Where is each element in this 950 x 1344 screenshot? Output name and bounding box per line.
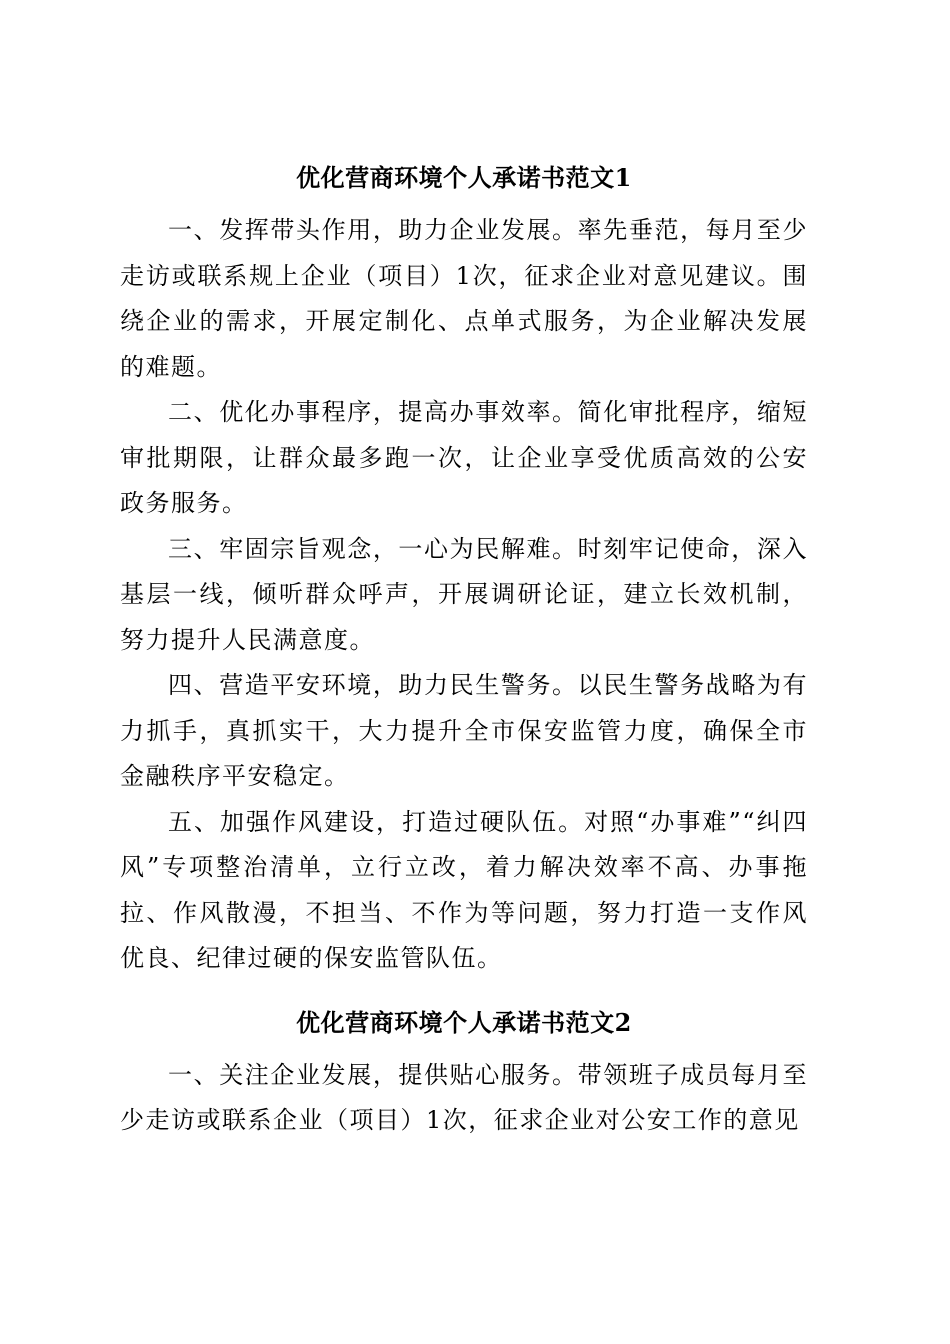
- section-1-paragraph-2: 二、优化办事程序，提高办事效率。简化审批程序，缩短审批期限，让群众最多跑一次，让企业享受优质高效的公安政务服务。: [120, 398, 808, 517]
- document-page: [120, 155, 808, 1144]
- section-1-paragraph-1: 一、发挥带头作用，助力企业发展。率先垂范，每月至少走访或联系规上企业（项目）1次，征求企业对意见建议。围绕企业的需求，开展定制化、点单式服务，为企业解决发展的难题。: [120, 216, 808, 381]
- section-divider-space: [120, 982, 808, 1000]
- section-1-paragraph-5: 五、加强作风建设，打造过硬队伍。对照“办事难”“纠四风”专项整治清单，立行立改，着力解决效率不高、办事拖拉、作风散漫，不担当、不作为等问题，努力打造一支作风优良、纪律过硬的保安监管队伍。: [120, 807, 808, 972]
- section-1-title: 优化营商环境个人承诺书范文1: [296, 163, 632, 192]
- section-2-title: 优化营商环境个人承诺书范文2: [296, 1007, 632, 1037]
- section-1-paragraph-4: 四、营造平安环境，助力民生警务。以民生警务战略为有力抓手，真抓实干，大力提升全市保安监管力度，确保全市金融秩序平安稳定。: [120, 671, 808, 790]
- section-2-paragraph-1: 一、关注企业发展，提供贴心服务。带领班子成员每月至少走访或联系企业（项目）1次，征求企业对公安工作的意见: [120, 1060, 808, 1134]
- section-1-paragraph-3: 三、牢固宗旨观念，一心为民解难。时刻牢记使命，深入基层一线，倾听群众呼声，开展调研论证，建立长效机制，努力提升人民满意度。: [120, 534, 808, 654]
